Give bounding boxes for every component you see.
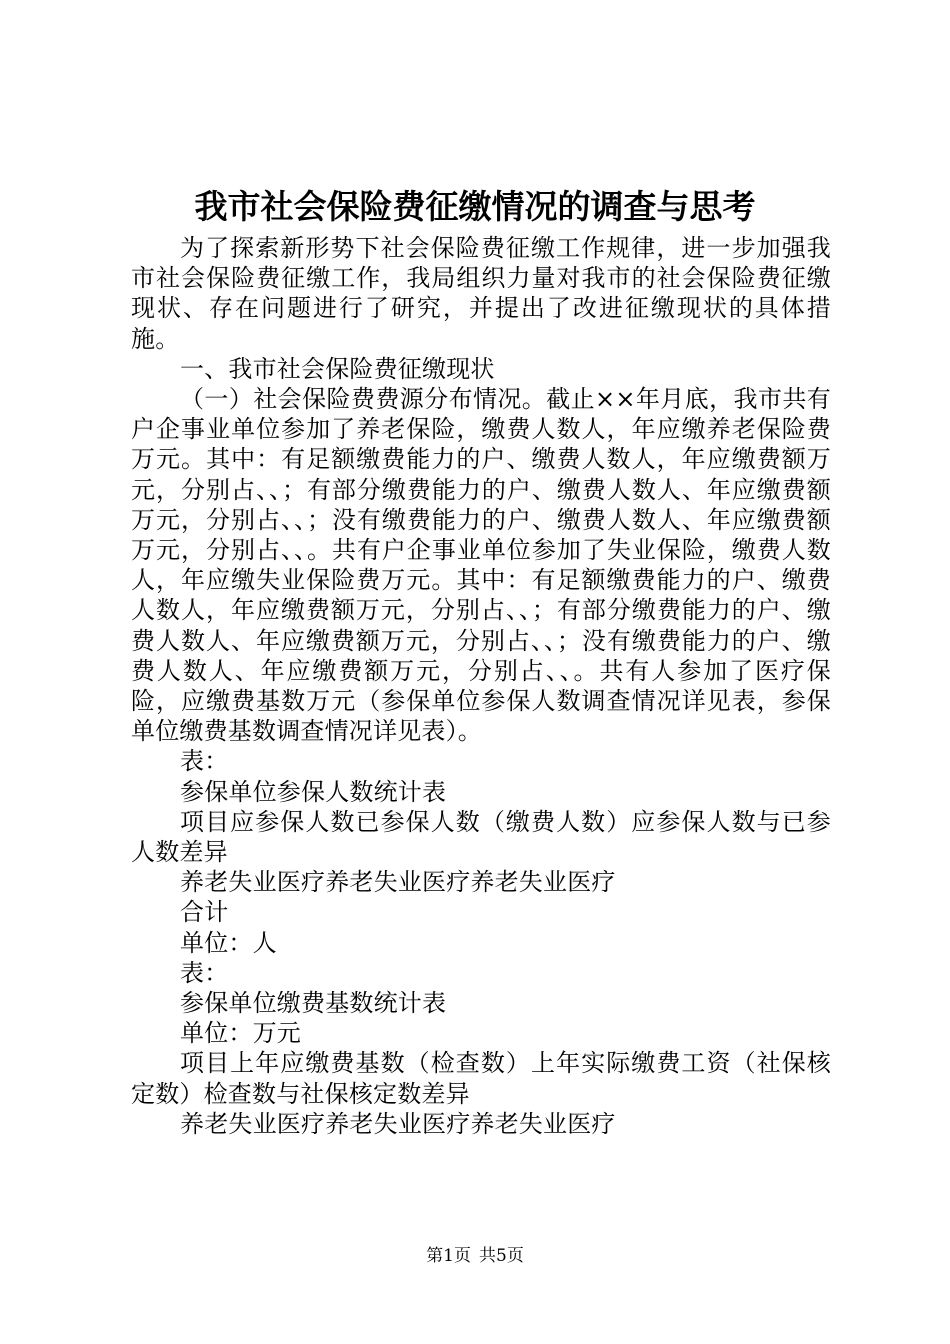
page-number: 第1页 (426, 1246, 471, 1266)
table-label: 表： (180, 958, 229, 987)
table-title: 参保单位缴费基数统计表 (180, 989, 447, 1018)
table-unit: 单位：万元 (180, 1019, 301, 1048)
table-unit: 单位：人 (180, 928, 277, 957)
table-label: 表： (180, 747, 229, 776)
page-footer (0, 1244, 950, 1268)
document-body (131, 233, 831, 1139)
table-header-row: 项目应参保人数已参保人数（缴费人数）应参保人数与已参人数差异 (131, 807, 831, 867)
table-subheader-row: 养老失业医疗养老失业医疗养老失业医疗 (180, 1109, 616, 1138)
table-subheader-row: 养老失业医疗养老失业医疗养老失业医疗 (180, 868, 616, 897)
table-header-row: 项目上年应缴费基数（检查数）上年实际缴费工资（社保核定数）检查数与社保核定数差异 (131, 1049, 831, 1108)
table-title: 参保单位参保人数统计表 (180, 777, 447, 806)
page-total: 共5页 (479, 1246, 524, 1266)
document-title: 我市社会保险费征缴情况的调查与思考 (194, 187, 756, 226)
table-total-row: 合计 (180, 898, 229, 927)
paragraph-source-distribution: （一）社会保险费费源分布情况。截止××年月底，我市共有户企事业单位参加了养老保险，缴费人数人，年应缴养老保险费万元。其中：有足额缴费能力的户、缴费人数人，年应缴费额万元，分别占、、；有部分缴费能力的户、缴费人数人、年应缴费额万元，分别占、、；没有缴费能力的户、缴费人数人、年应缴费额万元，分别占、、。共有户企事业单位参加了失业保险，缴费人数人，年应缴失业保险费万元。其中：有足额缴费能力的户、缴费人数人，年应缴费额万元，分别占、、；有部分缴费能力的户、缴费人数人、年应缴费额万元，分别占、、；没有缴费能力的户、缴费人数人、年应缴费额万元，分别占、、。共有人参加了医疗保险，应缴费基数万元（参保单位参保人数调查情况详见表，参保单位缴费基数调查情况详见表）。 (131, 385, 831, 746)
paragraph-intro: 为了探索新形势下社会保险费征缴工作规律，进一步加强我市社会保险费征缴工作，我局组织力量对我市的社会保险费征缴现状、存在问题进行了研究，并提出了改进征缴现状的具体措施。 (131, 234, 831, 353)
section-heading: 一、我市社会保险费征缴现状 (180, 354, 495, 383)
